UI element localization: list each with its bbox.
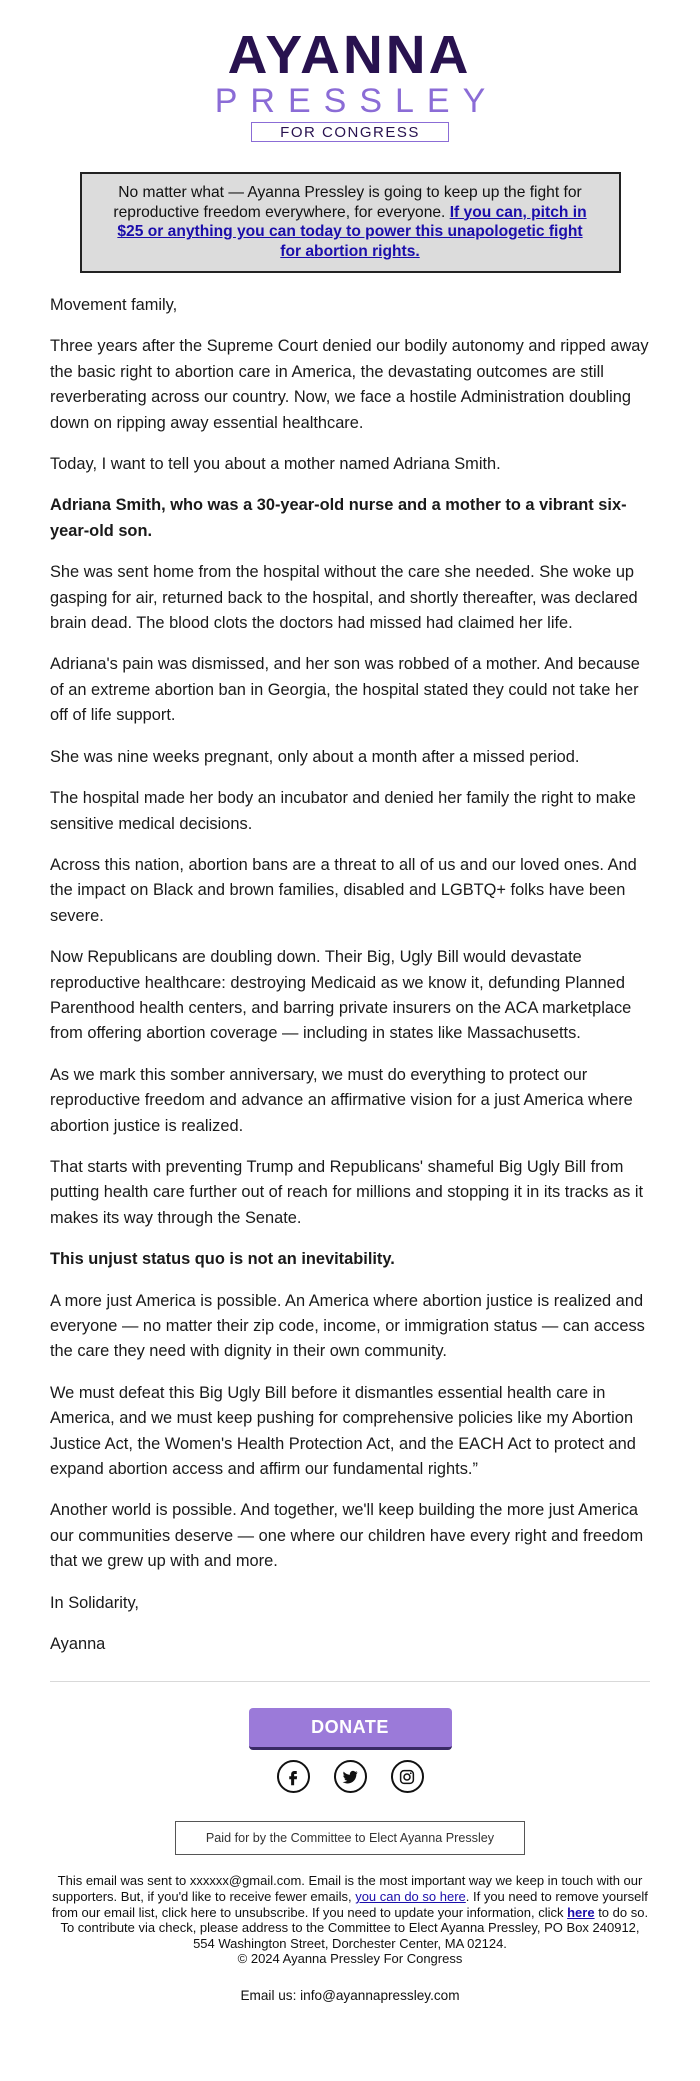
update-info-link[interactable]: here xyxy=(567,1904,595,1920)
instagram-icon[interactable] xyxy=(391,1760,424,1793)
letter-paragraph: Another world is possible. And together, we'll keep building the more just America our communities deserve — one where our children have every right and freedom that we grew up with and more. xyxy=(50,1501,644,1571)
legal-part-2: . If you need to remove yourself from our email list, click here to unsubscribe. If you need to update your information, click xyxy=(51,1889,648,1920)
contact-email: Email us: info@ayannapressley.com xyxy=(240,1988,460,2004)
letter-paragraph: She was sent home from the hospital without the care she needed. She woke up gasping for air, returned back to the hospital, and shortly thereafter, was declared brain dead. The blood clots the doctors had missed had claimed her life. xyxy=(50,563,638,633)
letter-paragraph: We must defeat this Big Ugly Bill before it dismantles essential health care in America, and we must keep pushing for comprehensive policies like my Abortion Justice Act, the Women's Health Protection Act, and the EACH Act to protect and expand abortion access and affirm our fundamental rights.” xyxy=(50,1383,636,1479)
logo-office: FOR CONGRESS xyxy=(251,122,449,142)
legal-text xyxy=(50,1873,650,1967)
facebook-icon[interactable] xyxy=(277,1760,310,1793)
donate-section xyxy=(0,1708,700,1750)
letter-paragraph: The hospital made her body an incubator and denied her family the right to make sensitive medical decisions. xyxy=(50,789,636,833)
paid-for-section xyxy=(0,1821,700,1855)
letter-paragraph: In Solidarity, xyxy=(50,1593,139,1612)
letter-paragraph: Three years after the Supreme Court denied our bodily autonomy and ripped away the basic right to abortion care in America, the devastating outcomes are still reverberating across our country. Now, we face a hostile Administration doubling down on ripping away essential healthcare. xyxy=(50,337,649,432)
letter-paragraph: As we mark this somber anniversary, we must do everything to protect our reproductive freedom and advance an affirmative vision for a just America where abortion justice is realized. xyxy=(50,1065,633,1135)
paid-for-disclaimer: Paid for by the Committee to Elect Ayanna Pressley xyxy=(175,1821,525,1855)
fewer-emails-link[interactable]: you can do so here xyxy=(355,1889,466,1905)
letter-paragraph: Adriana's pain was dismissed, and her son was robbed of a mother. And because of an extreme abortion ban in Georgia, the hospital stated they could not take her off of life support. xyxy=(50,655,640,725)
logo-surname: PRESSLEY xyxy=(214,82,499,120)
letter-paragraph: Across this nation, abortion bans are a threat to all of us and our loved ones. And the impact on Black and brown families, disabled and LGBTQ+ folks have been severe. xyxy=(50,855,637,925)
letter-paragraph: A more just America is possible. An America where abortion justice is realized and everyone — no matter their zip code, income, or immigration status — can access the care they need with dignity in their own community. xyxy=(50,1291,645,1361)
campaign-logo xyxy=(0,0,700,142)
copyright: © 2024 Ayanna Pressley For Congress xyxy=(237,1951,463,1967)
legal-part-1: This email was sent to xxxxxx@gmail.com. Email is the most important way we keep in touch with our supporters. But, if you'd like to receive fewer emails, xyxy=(52,1873,643,1905)
letter-paragraph: That starts with preventing Trump and Republicans' shameful Big Ugly Bill from putting health care further out of reach for millions and stopping it in its tracks as it makes its way through the Senate. xyxy=(50,1157,644,1227)
footer-divider xyxy=(50,1681,650,1682)
letter-body xyxy=(0,273,700,1657)
logo-name: AYANNA xyxy=(228,25,472,85)
intro-text: No matter what — Ayanna Pressley is going to keep up the fight for reproductive freedom everywhere, for everyone. xyxy=(113,184,582,221)
letter-paragraph: She was nine weeks pregnant, only about a month after a missed period. xyxy=(50,747,580,766)
intro-donate-link[interactable]: If you can, pitch in $25 or anything you can today to power this unapologetic fight for abortion rights. xyxy=(117,203,587,260)
intro-callout xyxy=(80,172,621,273)
letter-paragraph: Today, I want to tell you about a mother named Adriana Smith. xyxy=(50,455,501,474)
social-links xyxy=(0,1760,700,1793)
letter-paragraph: Ayanna xyxy=(50,1635,106,1654)
letter-paragraph: Movement family, xyxy=(50,296,178,314)
donate-button[interactable]: DONATE xyxy=(249,1708,452,1750)
letter-paragraph: Now Republicans are doubling down. Their Big, Ugly Bill would devastate reproductive healthcare: destroying Medicaid as we know it, defunding Planned Parenthood health centers, and barring private insurers on the ACA marketplace from offering abortion coverage — including in states like Massachusetts. xyxy=(50,948,632,1043)
letter-paragraph: This unjust status quo is not an inevitability. xyxy=(50,1250,395,1269)
letter-paragraph: Adriana Smith, who was a 30-year-old nurse and a mother to a vibrant six-year-old son. xyxy=(50,496,627,540)
twitter-icon[interactable] xyxy=(334,1760,367,1793)
legal-part-3: to do so. To contribute via check, please address to the Committee to Elect Ayanna Pressley, PO Box 240912, 554 Washington Street, Dorchester Center, MA 02124. xyxy=(60,1904,649,1951)
